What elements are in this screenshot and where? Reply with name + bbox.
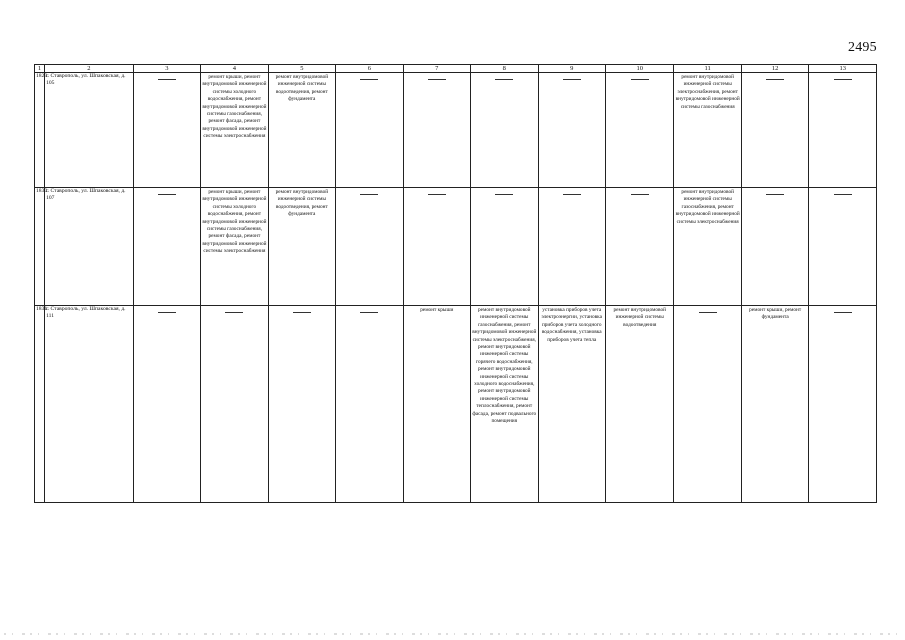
header-cell: 3 <box>133 65 200 73</box>
dash-mark <box>834 312 852 313</box>
header-cell: 8 <box>471 65 538 73</box>
cell-col7: ремонт крыши <box>403 306 470 503</box>
cell-col5 <box>268 306 335 503</box>
header-cell: 7 <box>403 65 470 73</box>
dash-mark <box>495 194 513 195</box>
dash-mark <box>766 194 784 195</box>
cell-col13 <box>809 188 877 306</box>
capital-repair-table <box>34 64 877 503</box>
row-address: г. Ставрополь, ул. Шпаковская, д. 105 <box>45 73 134 188</box>
cell-col6 <box>336 306 403 503</box>
cell-col8 <box>471 188 538 306</box>
dash-mark <box>225 312 243 313</box>
cell-col13 <box>809 73 877 188</box>
cell-col10 <box>605 73 673 188</box>
table-row <box>35 188 877 306</box>
table-row <box>35 306 877 503</box>
header-cell: 12 <box>741 65 808 73</box>
cell-col10 <box>605 188 673 306</box>
dash-mark <box>766 79 784 80</box>
cell-col4: ремонт крыши, ремонт внутридомовой инженерной системы холодного водоснабжения, ремонт внутридомовой инженерной системы газоснабжения, ремонт фасада, ремонт внутридомовой инженерной системы электроснабжения <box>201 73 268 188</box>
header-cell: 6 <box>336 65 403 73</box>
header-cell: 9 <box>538 65 605 73</box>
dash-mark <box>360 312 378 313</box>
dash-mark <box>360 79 378 80</box>
dash-mark <box>563 194 581 195</box>
cell-col8 <box>471 73 538 188</box>
dash-mark <box>293 312 311 313</box>
row-address: г. Ставрополь, ул. Шпаковская, д. 111 <box>45 306 134 503</box>
header-cell: 4 <box>201 65 268 73</box>
cell-col5: ремонт внутридомовой инженерной системы водоотведения, ремонт фундамента <box>268 188 335 306</box>
cell-col11 <box>674 306 741 503</box>
header-cell: 13 <box>809 65 877 73</box>
cell-col7 <box>403 73 470 188</box>
header-cell: 11 <box>674 65 741 73</box>
header-cell: 10 <box>605 65 673 73</box>
scan-noise-strip <box>0 631 905 637</box>
cell-col3 <box>133 306 200 503</box>
cell-col11: ремонт внутридомовой инженерной системы электроснабжения, ремонт внутридомовой инженерной системы газоснабжения <box>674 73 741 188</box>
row-number: 1831. <box>35 306 45 503</box>
dash-mark <box>428 194 446 195</box>
dash-mark <box>631 194 649 195</box>
dash-mark <box>158 79 176 80</box>
dash-mark <box>158 312 176 313</box>
table-row <box>35 73 877 188</box>
cell-col4 <box>201 306 268 503</box>
cell-col6 <box>336 188 403 306</box>
row-address: г. Ставрополь, ул. Шпаковская, д. 107 <box>45 188 134 306</box>
cell-col11: ремонт внутридомовой инженерной системы газоснабжения, ремонт внутридомовой инженерной системы электроснабжения <box>674 188 741 306</box>
dash-mark <box>158 194 176 195</box>
dash-mark <box>428 79 446 80</box>
cell-col9 <box>538 73 605 188</box>
row-number: 1830. <box>35 188 45 306</box>
cell-col6 <box>336 73 403 188</box>
dash-mark <box>360 194 378 195</box>
header-cell: 1 <box>35 65 45 73</box>
cell-col9: установка приборов учета электроэнергии, установка приборов учета холодного водоснабжения, установка приборов учета тепла <box>538 306 605 503</box>
cell-col12: ремонт крыши, ремонт фундамента <box>741 306 808 503</box>
cell-col13 <box>809 306 877 503</box>
page-number: 2495 <box>848 40 877 55</box>
header-row <box>35 65 877 73</box>
cell-col7 <box>403 188 470 306</box>
dash-mark <box>631 79 649 80</box>
dash-mark <box>563 79 581 80</box>
header-cell: 5 <box>268 65 335 73</box>
cell-col8: ремонт внутридомовой инженерной системы газоснабжения, ремонт внутридомовой инженерной системы электроснабжения, ремонт внутридомовой инженерной системы горячего водоснабжения, ремонт внутридомовой инженерной системы холодного водоснабжения, ремонт внутридомовой инженерной системы теплоснабжения, ремонт фасада, ремонт подвального помещения <box>471 306 538 503</box>
cell-col3 <box>133 73 200 188</box>
dash-mark <box>834 79 852 80</box>
dash-mark <box>834 194 852 195</box>
cell-col10: ремонт внутридомовой инженерной системы водоотведения <box>605 306 673 503</box>
cell-col3 <box>133 188 200 306</box>
cell-col9 <box>538 188 605 306</box>
cell-col5: ремонт внутридомовой инженерной системы водоотведения, ремонт фундамента <box>268 73 335 188</box>
header-cell: 2 <box>45 65 134 73</box>
cell-col4: ремонт крыши, ремонт внутридомовой инженерной системы холодного водоснабжения, ремонт внутридомовой инженерной системы газоснабжения, ремонт фасада, ремонт внутридомовой инженерной системы электроснабжения <box>201 188 268 306</box>
cell-col12 <box>741 188 808 306</box>
dash-mark <box>495 79 513 80</box>
cell-col12 <box>741 73 808 188</box>
dash-mark <box>699 312 717 313</box>
row-number: 1829. <box>35 73 45 188</box>
